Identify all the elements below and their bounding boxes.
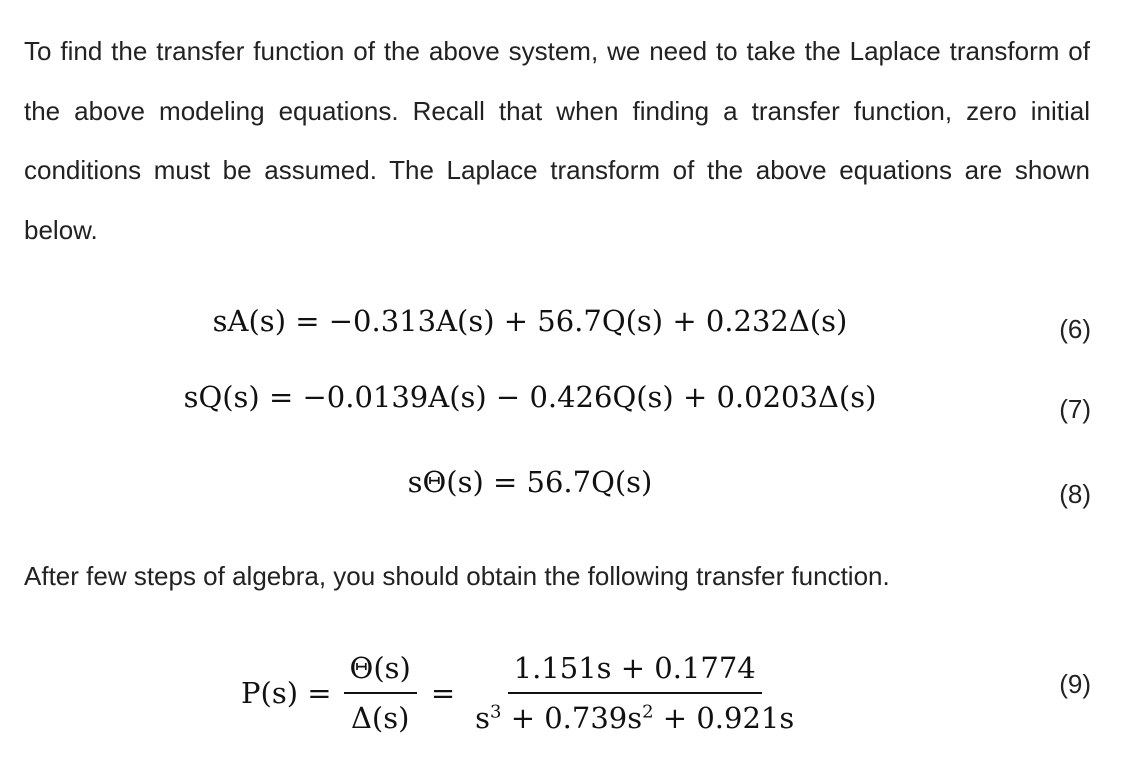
- tf-den-term-c: + 0.921s: [653, 701, 795, 735]
- equation-row-7: [0, 372, 1139, 422]
- tf-fraction-polynomial: [469, 650, 800, 736]
- equation-row-8: [0, 457, 1139, 507]
- equation-7: sQ(s) = −0.0139A(s) − 0.426Q(s) + 0.0203Δ(s): [183, 380, 877, 414]
- transfer-function-equation: [241, 638, 800, 748]
- tf-fraction2-denominator: [469, 694, 800, 736]
- tf-den-exp-a: 3: [490, 701, 502, 723]
- equation-number-8: (8): [1059, 479, 1091, 509]
- tf-den-term-a: s: [475, 701, 491, 735]
- tf-fraction-theta-over-delta: [344, 650, 417, 736]
- equation-number-9: (9): [1059, 669, 1091, 699]
- tf-fraction1-denominator: Δ(s): [350, 701, 410, 735]
- equation-row-6: [0, 296, 1139, 346]
- tf-lhs: P(s) =: [241, 676, 332, 710]
- equation-number-7: (7): [1059, 394, 1091, 424]
- tf-fraction1-numerator: Θ(s): [344, 650, 417, 694]
- equation-number-6: (6): [1059, 314, 1091, 344]
- transfer-function-row: [0, 638, 1139, 748]
- tf-den-term-b: + 0.739s: [501, 701, 643, 735]
- tf-den-exp-b: 2: [642, 701, 654, 723]
- tf-fraction2-numerator: 1.151s + 0.1774: [508, 650, 762, 694]
- tf-equals-sign: =: [430, 676, 456, 710]
- equation-6: sA(s) = −0.313A(s) + 56.7Q(s) + 0.232Δ(s): [212, 304, 848, 338]
- algebra-paragraph: After few steps of algebra, you should obtain the following transfer function.: [24, 561, 890, 591]
- intro-paragraph: To find the transfer function of the above system, we need to take the Laplace transform of the above modeling equations. Recall that when finding a transfer function, zero initial conditions must be assumed. The Laplace transform of the above equations are shown below.: [24, 36, 1090, 245]
- equation-8: sΘ(s) = 56.7Q(s): [407, 465, 653, 499]
